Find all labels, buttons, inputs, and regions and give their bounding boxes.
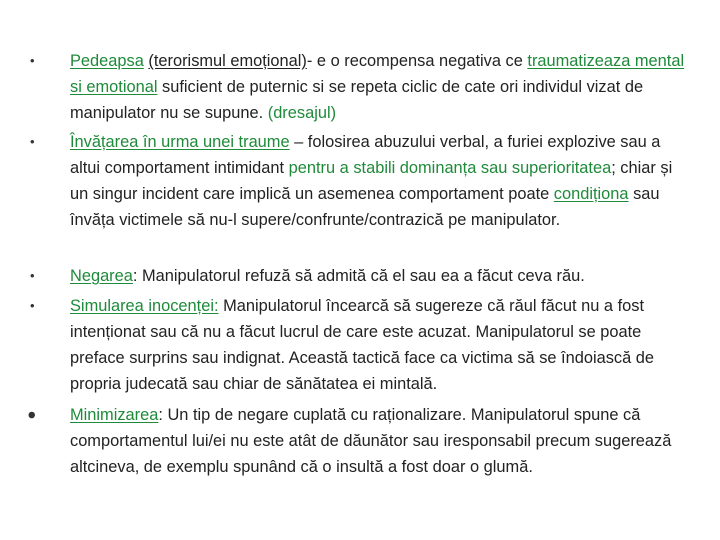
highlight-conditiona: condiționa <box>553 185 629 203</box>
bullet-icon: • <box>30 53 35 68</box>
text-segment: : Manipulatorul refuză să admită că el sau ea a făcut ceva rău. <box>132 267 585 285</box>
text-segment: ; chiar și un singur incident care implică un asemenea comportament poate <box>70 159 673 203</box>
text-segment: – folosirea abuzului verbal, a furiei explozive sau a altui comportament intimidant <box>70 133 661 177</box>
item-text <box>70 48 690 126</box>
term-minimizarea: Minimizarea <box>70 406 159 424</box>
text-segment: suficient de puternic si se repeta ciclic de cate ori individul vizat de manipulator nu se supune. <box>70 78 644 122</box>
term-paren: (terorismul emoțional) <box>148 52 307 70</box>
bullet-icon: • <box>30 134 35 149</box>
highlight-trauma: traumatizeaza mental si emotional <box>70 52 685 96</box>
term-pedeapsa: Pedeapsa <box>70 52 144 70</box>
item-text <box>70 402 690 480</box>
item-text <box>70 263 690 289</box>
term-simularea: Simularea inocenței: <box>70 297 219 315</box>
text-segment: Manipulatorul încearcă să sugereze că răul făcut nu a fost intenționat sau că nu a făcut lucrul de care este acuzat. Manipulatorul se poate preface surprins sau indignat. Această tactică face ca victima să se îndoiască de propria judecată sau chiar de sănătatea ei mintală. <box>70 297 655 393</box>
text-segment: : Un tip de negare cuplată cu raționalizare. Manipulatorul spune că comportamentul lui/ei nu este atât de dăunător sau iresponsabil precum sugerează altcineva, de exemplu spunând că o insultă a fost doar o glumă. <box>70 406 672 476</box>
term-negarea: Negarea <box>70 267 133 285</box>
text-segment: - e o recompensa negativa ce <box>306 52 528 70</box>
item-text <box>70 293 690 397</box>
highlight-dominanta: pentru a stabili dominanța sau superioritatea <box>288 159 612 177</box>
bullet-icon: • <box>30 268 35 283</box>
highlight-dresajul: (dresajul) <box>267 104 337 122</box>
text-segment: sau învăța victimele să nu-l supere/confrunte/contrazică pe manipulator. <box>70 185 660 229</box>
bullet-icon: • <box>30 298 35 313</box>
item-text <box>70 129 690 233</box>
term-invatarea: Învățarea în urma unei traume <box>70 133 290 151</box>
bullet-icon: ⦁ <box>28 406 36 423</box>
